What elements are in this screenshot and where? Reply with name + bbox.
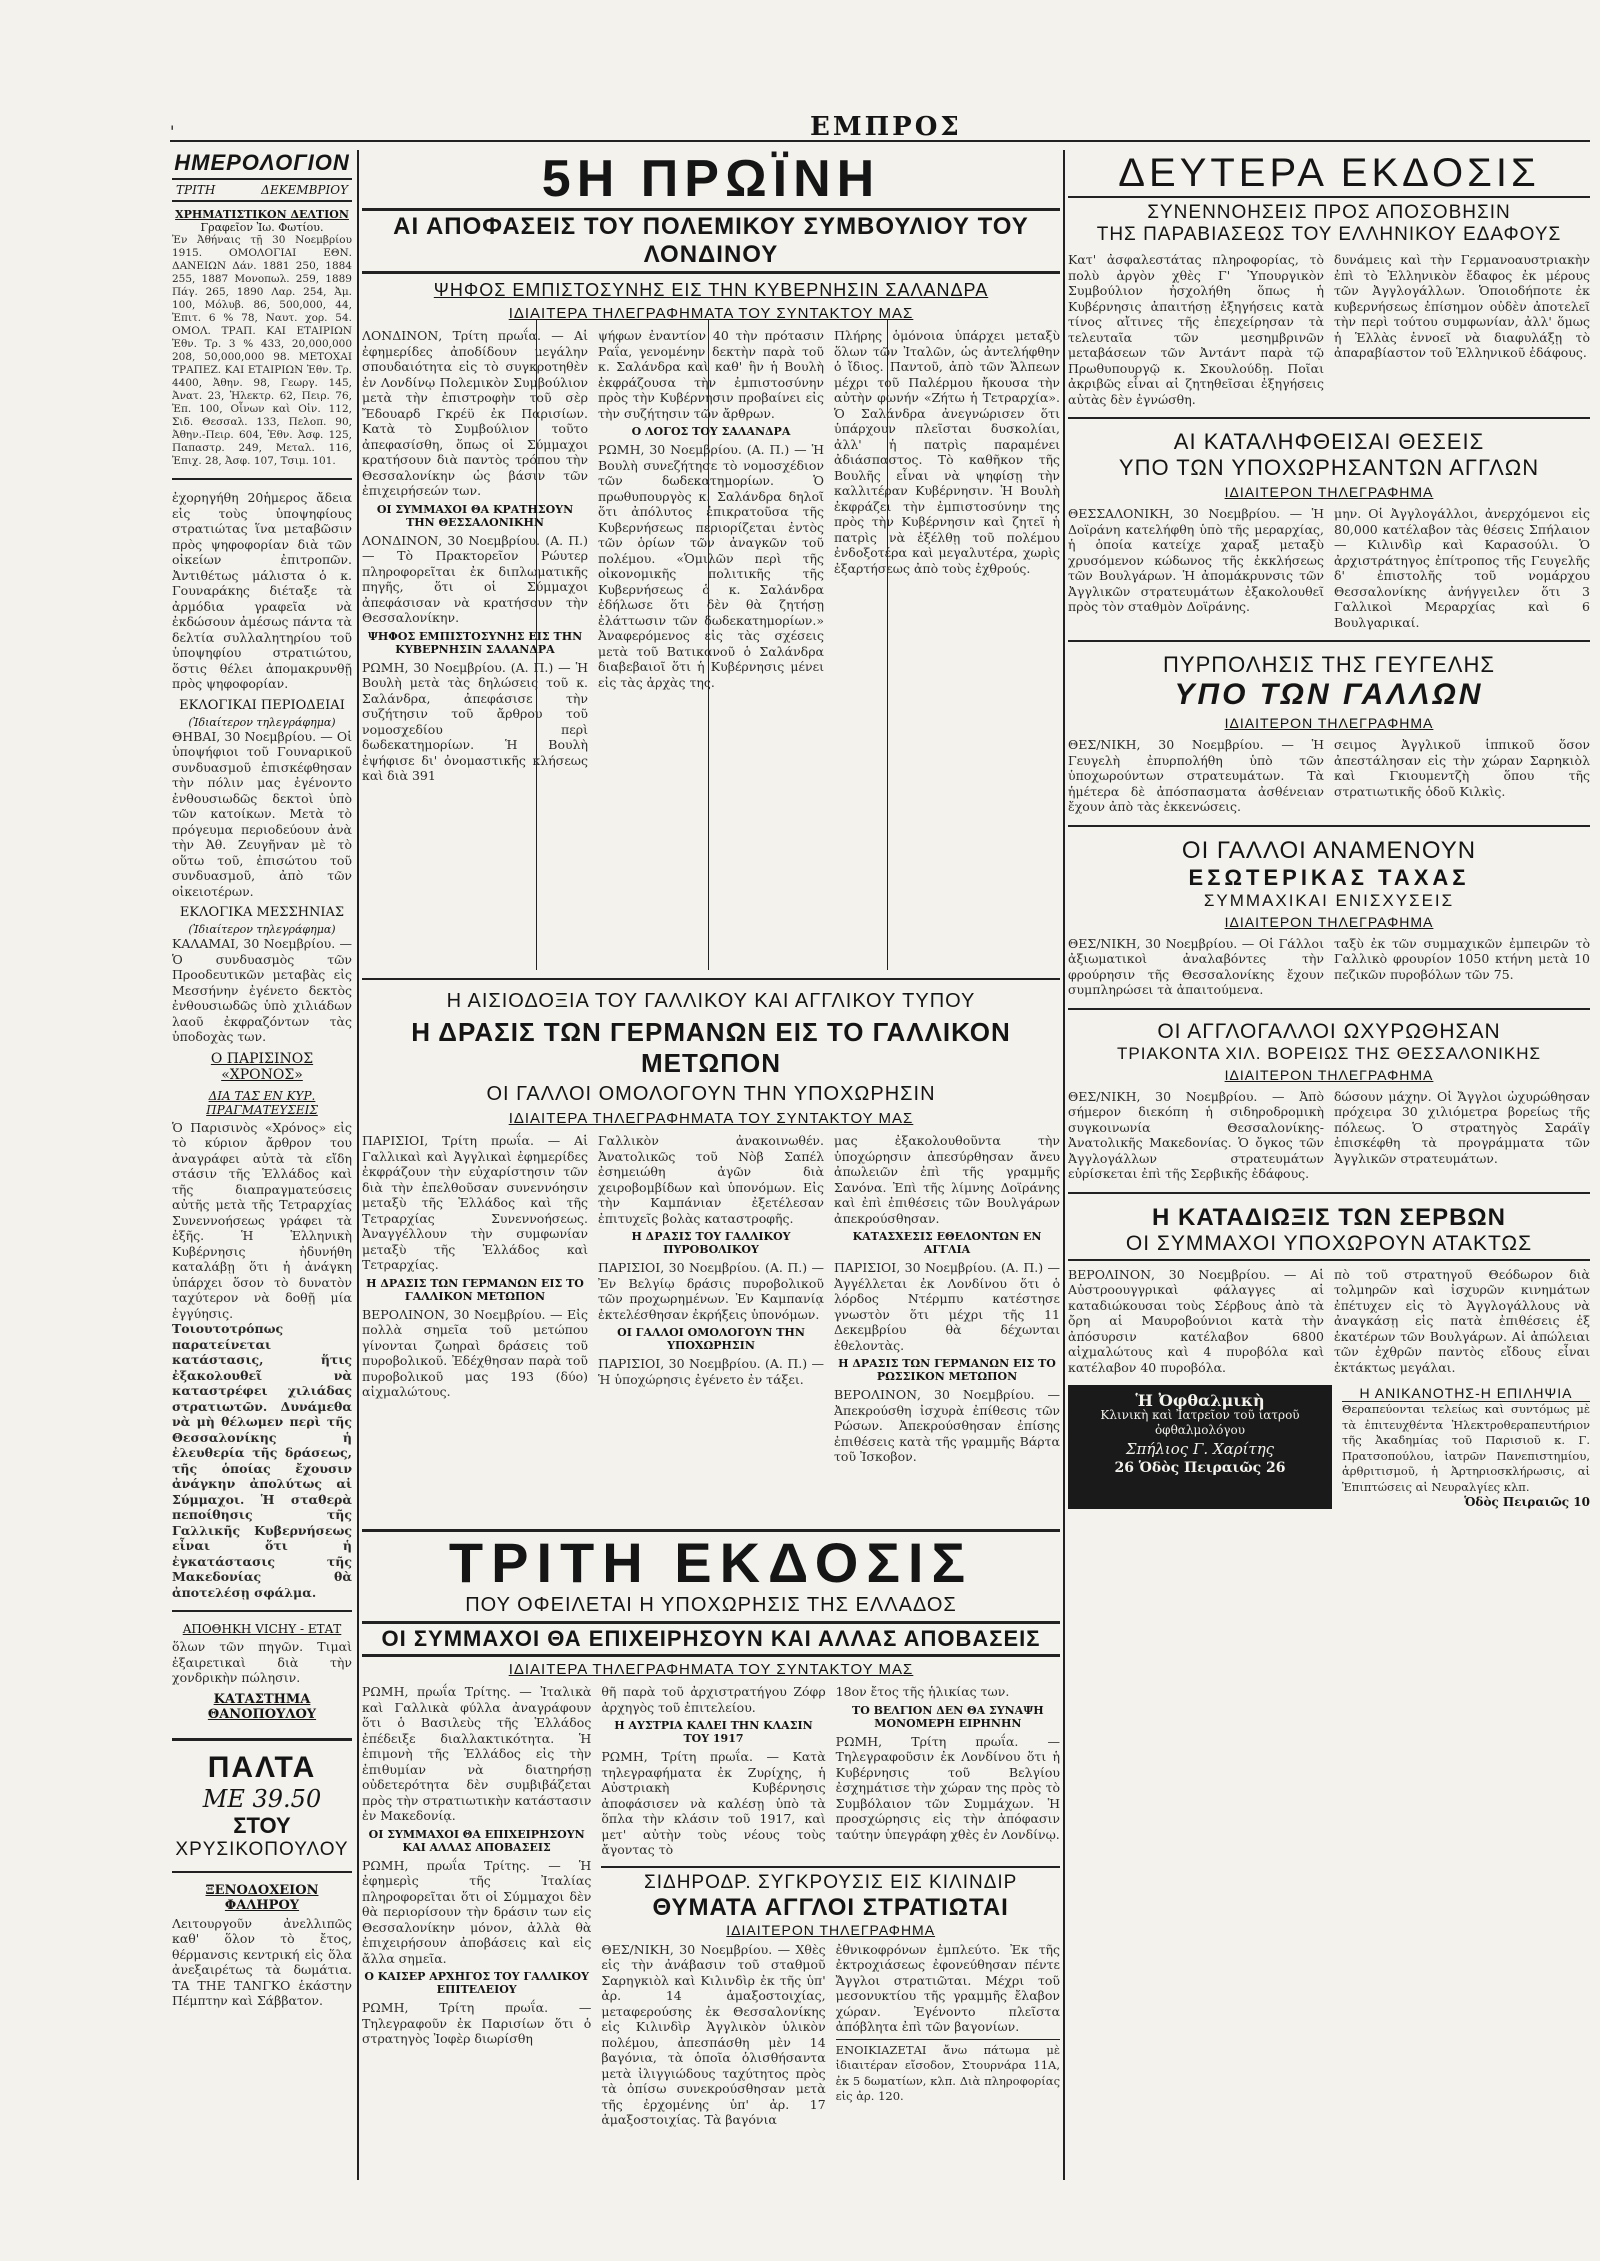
eye-clinic-doctor: Σπήλιος Γ. Χαρίτης	[1125, 1440, 1275, 1458]
telegram-label-1: ΙΔΙΑΙΤΕΡΟΝ ΤΗΛΕΓΡΑΦΗΜΑ	[1224, 484, 1434, 500]
messinia-subtitle: (Ἰδιαίτερον τηλεγράφημα)	[188, 923, 336, 936]
castelnau-text: ΡΩΜΗ, Τρίτη πρωΐα. — Τηλεγραφοῦν ἐκ Παρισίων ὅτι ὁ στρατηγὸς Ἰοφὲρ διωρίσθη	[362, 2000, 592, 2046]
eye-clinic-ad	[1068, 1385, 1332, 1509]
messinia-title: ΕΚΛΟΓΙΚΑ ΜΕΣΣΗΝΙΑΣ	[179, 905, 345, 920]
coat-ad-price: ΜΕ 39.50	[202, 1784, 322, 1813]
press-optimism-headline: Η ΑΙΣΙΟΔΟΞΙΑ ΤΟΥ ΓΑΛΛΙΚΟΥ ΚΑΙ ΑΓΓΛΙΚΟΥ ΤΥΠΟΥ	[446, 990, 976, 1012]
by-the-french-headline: ΥΠΟ ΤΩΝ ΓΑΛΛΩΝ	[1174, 678, 1484, 711]
french-retreat-headline: ΟΙ ΓΑΛΛΟΙ ΟΜΟΛΟΓΟΥΝ ΤΗΝ ΥΠΟΧΩΡΗΣΙΝ	[486, 1083, 936, 1105]
consultations-columns	[1068, 252, 1590, 407]
collision-text-2: ἐθνικοφρόνων ἐμπλεύτο. Ἐκ τῆς ἐκτροχιάσεως ἐφονεύθησαν πέντε Ἄγγλοι στρατιῶται. Μέχρι τοῦ μεσονυκτίου τῆς γραμμῆς ἔλαβον χώραν. Ἐγένοντο πλεῖστα ἀπόβλητα ἐπὶ τῶν βαγονίων.	[835, 1941, 1060, 2034]
times-title: Ο ΠΑΡΙΣΙΝΟΣ «ΧΡΟΝΟΣ»	[210, 1050, 314, 1083]
allies-retreat-headline: ΟΙ ΣΥΜΜΑΧΟΙ ΥΠΟΧΩΡΟΥΝ ΑΤΑΚΤΩΣ	[1068, 1232, 1590, 1261]
elections-title: ΕΚΛΟΓΙΚΑΙ ΠΕΡΙΟΔΕΙΑΙ	[179, 697, 345, 713]
impotence-ad	[1342, 1385, 1590, 1509]
allied-landings-headline: ΟΙ ΣΥΜΜΑΧΟΙ ΘΑ ΕΠΙΧΕΙΡΗΣΟΥΝ ΚΑΙ ΑΛΛΑΣ ΑΠΟΒΑΣΕΙΣ	[362, 1621, 1060, 1657]
coat-ad-store: ΧΡΥΣΙΚΟΠΟΥΛΟΥ	[175, 1838, 349, 1860]
third-edition-columns	[362, 1684, 1060, 2128]
consultations-text: Κατ' ἀσφαλεστάτας πληροφορίας, τὸ πολὺ ἀργὸν χθὲς Γ' Ὑπουργικὸν Συμβούλιον ἠσχολήθη ὅπως ἡ Κυβέρνησις ἀπαιτήσῃ ἐξηγήσεις κατὰ τίνος αἴτινες τῆς ἐπεχείρησαν τὰ τελευταῖα τῶν μεσημβρινῶν μεταβάσεων τῶν Ἀντάντ παρὰ τῷ Πρωθυπουργῷ κ. Σκουλούδῃ. Ποῖαι ἀκριβῶς εἶναι αἱ ζητηθεῖσαι ἐξηγήσεις αὐτὰς δὲν ἐγνώσθη.	[1068, 252, 1324, 407]
reinforcements-text-2: ταξὺ ἐκ τῶν συμμαχικῶν ἐμπειρῶν τὸ Γαλλικὸ φρουρίον 1050 κτήνη μετὰ 10 πεζικῶν πυροβόλων τῶν 75.	[1334, 935, 1590, 982]
telegram-label-collision: ΙΔΙΑΙΤΕΡΟΝ ΤΗΛΕΓΡΑΦΗΜΑ	[726, 1921, 936, 1938]
chief-of-staff-text: θῆ παρὰ τοῦ ἀρχιστρατήγου Ζόφρ ἀρχηγὸς τοῦ ἐπιτελείου.	[601, 1684, 826, 1715]
messinia-text: ΚΑΛΑΜΑΙ, 30 Νοεμβρίου. — Ὁ συνδυασμὸς τῶν Προοδευτικῶν μεταβὰς εἰς Μεσσήνην ἐγένετο δεκτὸς ἐνθουσιωδῶς ὑπὸ χιλιάδων λαοῦ ἐκφραζόντων τὰς ὑποδοχὰς των.	[172, 936, 352, 1044]
french-communique: Γαλλικὸν ἀνακοινωθέν. Ἀνατολικῶς τοῦ Νὸβ Σαπέλ ἐσημειώθη ἀγῶν διὰ χειροβομβίδων καὶ ὑπονόμων. Εἰς τὴν Καμπάνιαν ἐξετέλεσαν ἐπιτυχεῖς βολὰς καταστροφῆς.	[598, 1133, 824, 1226]
berlin-dispatch: ΒΕΡΟΛΙΝΟΝ, 30 Νοεμβρίου. — Εἰς πολλὰ σημεῖα τοῦ μετώπου γίνονται ζωηραὶ δράσεις τοῦ πυροβολικοῦ. Ἐδέχθησαν παρὰ τοῦ πυροβολικοῦ μας 193 (δύο) αἰχμαλώτους.	[362, 1306, 588, 1399]
divider	[172, 1610, 352, 1612]
column-rule	[1063, 150, 1065, 2180]
telegrams-label: ΙΔΙΑΙΤΕΡΑ ΤΗΛΕΓΡΑΦΗΜΑΤΑ ΤΟΥ ΣΥΝΤΑΚΤΟΥ ΜΑΣ	[508, 305, 914, 322]
coat-ad	[172, 1738, 352, 1861]
positions-text-2: μην. Οἱ Ἀγγλογάλλοι, ἀνερχόμενοι εἰς 80,000 κατέλαβον τὰς θέσεις Σπήλαιον — Κιλινδὶρ καὶ Καρασούλι. Ὁ ἀρχιστράτηγος ἐπίτροπος τῆς Γευγελῆς δ' ἐπιστολῆς τοῦ νομάρχου Θεσσαλονίκης ἀνήγγειλεν ὅτι 3 Γαλλικοὶ Μεραρχίας καὶ 6 Βουλγαρικαί.	[1334, 506, 1590, 630]
front-col-2	[598, 1133, 824, 1523]
reinforcements-text: ΘΕΣ/ΝΙΚΗ, 30 Νοεμβρίου. — Οἱ Γάλλοι ἀξιωματικοὶ ἀναλαβόντες τὴν φρούρησιν τῆς Θεσσαλονίκης ἔχουν συμπληρώσει τὰ ἀπαιτούμενα.	[1068, 935, 1324, 997]
morning-edition-banner: 5Η ΠΡΩΪΝΗ	[541, 150, 881, 208]
violation-headline: ΤΗΣ ΠΑΡΑΒΙΑΣΕΩΣ ΤΟΥ ΕΛΛΗΝΙΚΟΥ ΕΔΑΦΟΥΣ	[1096, 224, 1562, 245]
retreat-subhead: ΟΙ ΓΑΛΛΟΙ ΟΜΟΛΟΓΟΥΝ ΤΗΝ ΥΠΟΧΩΡΗΣΙΝ	[617, 1326, 805, 1352]
divider	[172, 1871, 352, 1873]
calendar-title: ΗΜΕΡΟΛΟΓΙΟΝ	[172, 150, 352, 180]
fortified-text: ΘΕΣ/ΝΙΚΗ, 30 Νοεμβρίου. — Ἀπὸ σήμερον διεκόπη ἡ σιδηροδρομικὴ συγκοινωνία Θεσσαλονίκης-Ἀνατολικῆς Μακεδονίας. Ὁ ὄγκος τῶν Ἀγγλογάλλων στρατευμάτων εὑρίσκεται ἐπὶ τῆς Σερβικῆς ἐδάφους.	[1068, 1088, 1324, 1181]
salandra-col-3	[834, 328, 1060, 968]
divider	[1068, 1008, 1590, 1010]
telegram-label-2: ΙΔΙΑΙΤΕΡΟΝ ΤΗΛΕΓΡΑΦΗΜΑ	[1224, 715, 1434, 731]
russian-front-text: ΒΕΡΟΛΙΝΟΝ, 30 Νοεμβρίου. — Ἀπεκρούσθη ἰσχυρὰ ἐπίθεσις τῶν Ρώσων. Ἀπεκρούσθησαν ἐπίσης ἐπιθέσεις κατὰ τῆς γραμμῆς Βάρτα τοῦ Ἰσκοβον.	[834, 1387, 1060, 1464]
captured-positions-headline: ΑΙ ΚΑΤΑΛΗΦΘΕΙΣΑΙ ΘΕΣΕΙΣ	[1173, 429, 1485, 454]
bourse-title: ΧΡΗΜΑΤΙΣΤΙΚΟΝ ΔΕΛΤΙΟΝ	[175, 208, 349, 221]
greece-retreat-headline: ΠΟΥ ΟΦΕΙΛΕΤΑΙ Η ΥΠΟΧΩΡΗΣΙΣ ΤΗΣ ΕΛΛΑΔΟΣ	[465, 1594, 957, 1616]
keep-salonica-subhead: ΟΙ ΣΥΜΜΑΧΟΙ ΘΑ ΚΡΑΤΗΣΟΥΝ ΤΗΝ ΘΕΣΣΑΛΟΝΙΚΗΝ	[376, 502, 574, 529]
front-columns	[362, 1133, 1060, 1523]
positions-columns	[1068, 506, 1590, 630]
hotel-title: ΞΕΝΟΔΟΧΕΙΟΝ ΦΑΛΗΡΟΥ	[205, 1882, 319, 1913]
bourse-office: Γραφεῖον Ἰω. Φωτίου.	[200, 221, 324, 234]
fortified-columns	[1068, 1089, 1590, 1182]
divider	[1068, 417, 1590, 419]
retreating-british-headline: ΥΠΟ ΤΩΝ ΥΠΟΧΩΡΗΣΑΝΤΩΝ ΑΓΓΛΩΝ	[1118, 455, 1540, 480]
serbs-text-2: πὸ τοῦ στρατηγοῦ Θεόδωρον διὰ τολμηρῶν καὶ ἰσχυρῶν κινημάτων ἐπέτυχεν εἰς τὸ Ἀγγλογάλλους νὰ ἀναγκάσῃ εἰς πατὰ ἐπιθέσεις ἐξ ἑκατέρων τῶν Βουλγάρων. Αἱ ἀπώλειαι τῶν ἐχθρῶν παντὸς εἴδους εἶναι ἐκτάκτως μεγάλαι.	[1334, 1266, 1590, 1375]
vote-continued: ψήφων ἐναντίον 40 τὴν πρότασιν Ραΐα, γενομένην δεκτὴν παρὰ τοῦ κ. Σαλάνδρα καὶ καθ' ἣν ἡ Βουλὴ ἐκφράζουσα τὴν ἐμπιστοσύνην πρὸς τὴν Κυβέρνησιν προβαίνει εἰς τὴν συζήτησιν τῶν ἄρθρων.	[598, 328, 824, 421]
paris-dispatch: ΠΑΡΙΣΙΟΙ, Τρίτη πρωΐα. — Αἱ Γαλλικαὶ καὶ Ἀγγλικαὶ ἐφημερίδες ἐκφράζουν τὴν εὐχαρίστησιν τῶν διὰ τὴν ἐπελθοῦσαν συνεννόησιν μεταξὺ τῆς Ἑλλάδος καὶ τῆς Τετραρχίας Συνεννοήσεως. Ἀναγγέλλουν τὴν συμφωνίαν μεταξὺ τῆς Ἑλλάδος καὶ Τετραρχίας.	[362, 1133, 588, 1272]
impotence-ad-text: Θεραπεύονται τελείως καὶ συντόμως μὲ τὰ ἐπιτευχθέντα Ἠλεκτροθεραπευτήριον τῆς Ἀκαδημίας τοῦ Παρισιοῦ κ. Γ. Πρατσοπούλου, ἰατρῶν Πανεπιστημίου, ἀρθριτισμοῦ, ἡ Ἀρτηριοσκλήρωσις, αἱ Ἐπιπτώσεις αἱ Νευραλγίες κλπ.	[1342, 1402, 1590, 1494]
french-await-headline: ΟΙ ΓΑΛΛΟΙ ΑΝΑΜΕΝΟΥΝ	[1181, 836, 1477, 864]
collision-text: ΘΕΣ/ΝΙΚΗ, 30 Νοεμβρίου. — Χθὲς εἰς τὴν ἀνάβασιν τοῦ σταθμοῦ Σαρηγκιὸλ καὶ Κιλινδὶρ ἐκ τῆς ὑπ' ἀρ. 14 ἁμαξοστοιχίας, μεταφερούσης ἐκ Θεσσαλονίκης εἰς Κιλινδὶρ Ἀγγλικὸν ὑλικὸν πολέμου, ἀπεσπάσθη μὲν 14 βαγόνια, τὰ ὁποῖα ὁλισθήσαντα μετὰ ἰλιγγιώδους ταχύτητος πρὸς τὰ ὀπίσω συνεκρούσθησαν μετὰ τῆς ἐρχομένης ὑπ' ἀρ. 17 ἁμαξοστοιχίας. Τὰ βαγόνια	[601, 1941, 826, 2127]
gevgelija-columns	[1068, 737, 1590, 815]
reinforcements-columns	[1068, 936, 1590, 998]
serbs-text: ΒΕΡΟΛΙΝΟΝ, 30 Νοεμβρίου. — Αἱ Αὐστροουγγρικαὶ φάλαγγες αἱ καταδιώκουσαι τοὺς Σέρβους ἀπὸ τὰ ὄρη αἱ Μαυροβούνιοι κατὰ τὴν ἀπόσυρσιν κατέλαβον 6800 αἰχμαλώτους καὶ 4 πυροβόλα καὶ κατέλαβον 40 πυροβόλα.	[1068, 1266, 1324, 1375]
divider	[362, 978, 1060, 980]
times-subtitle: ΔΙΑ ΤΑΣ ΕΝ ΚΥΡ. ΠΡΑΓΜΑΤΕΥΣΕΙΣ	[206, 1088, 318, 1117]
divider	[1068, 640, 1590, 642]
calendar-date-row	[172, 180, 352, 202]
volunteers-text: ΠΑΡΙΣΙΟΙ, 30 Νοεμβρίου. (Α. Π.) — Ἀγγέλλεται ἐκ Λονδίνου ὅτι ὁ λόρδος Ντέρμπυ κατέστησε γνωστὸν ὅτι μέχρι τῆς 11 Δεκεμβρίου θὰ δέχωνται ἐθελοντὰς.	[834, 1260, 1060, 1353]
thirty-km-headline: ΤΡΙΑΚΟΝΤΑ ΧΙΛ. ΒΟΡΕΙΩΣ ΤΗΣ ΘΕΣΣΑΛΟΝΙΚΗΣ	[1117, 1043, 1541, 1063]
london-dispatch-2: ΛΟΝΔΙΝΟΝ, 30 Νοεμβρίου. (Α. Π.) — Τὸ Πρακτορεῖον Ρώυτερ πληροφορεῖται ἐκ διπλωματικῆς πηγῆς, ὅτι οἱ Σύμμαχοι ἀπεφάσισαν νὰ κρατήσουν τὴν Θεσσαλονίκην.	[362, 532, 588, 625]
rome-italy-dispatch: ΡΩΜΗ, πρωΐα Τρίτης. — Ἰταλικὰ καὶ Γαλλικὰ φύλλα ἀναγράφουν ὅτι ὁ Βασιλεὺς τῆς Ἑλλάδος ἐπέδειξε διαλλακτικότητα. Ἡ ἐπιμονὴ τῆς Ἑλλάδος εἰς τὴν ἐπιθυμίαν νὰ διατηρήσῃ οὐδετερότητα δὲν συμβιβάζεται πρὸς τὴν στρατιωτικὴν κατάστασιν ἐν Μακεδονίᾳ.	[362, 1684, 592, 1823]
third-col-2	[601, 1684, 1060, 2128]
paris-dispatch-2: ΠΑΡΙΣΙΟΙ, 30 Νοεμβρίου. (Α. Π.) — Ἐν Βελγίῳ δράσις πυροβολικοῦ τῶν προχωρημένων. Ἐν Καμπανίᾳ ἐκτελέσθησαν ἐκρήξεις ὑπονόμων.	[598, 1260, 824, 1322]
rome-dispatch: ΡΩΜΗ, 30 Νοεμβρίου. (Α. Π.) — Ἡ Βουλὴ μετὰ τὰς δηλώσεις τοῦ κ. Σαλάνδρα, ἀπεφάσισε τὴν συζήτησιν τοῦ ἄρθρου τοῦ νομοσχεδίου περὶ δωδεκατημορίων. Ἡ Βουλὴ ἐψήφισε δι' ὀνομαστικῆς κλήσεως καὶ διὰ 391	[362, 659, 588, 783]
collision-col-2	[836, 1942, 1060, 2128]
salandra-speech-subhead: Ο ΛΟΓΟΣ ΤΟΥ ΣΑΛΑΝΔΡΑ	[631, 425, 791, 438]
austria-subhead: Η ΑΥΣΤΡΙΑ ΚΑΛΕΙ ΤΗΝ ΚΛΑΣΙΝ ΤΟΥ 1917	[614, 1719, 813, 1745]
london-dispatch: ΛΟΝΔΙΝΟΝ, Τρίτη πρωΐα. — Αἱ ἐφημερίδες ἀποδίδουν μεγάλην σπουδαιότητα εἰς τὸ συγκροτηθὲν ἐν Λονδίνῳ Πολεμικὸν Συμβούλιον μετὰ τὴν ἐπιστροφὴν τοῦ σὲρ Ἔδουαρδ Γκρέϋ ἐκ Παρισίων. Κατὰ τὸ Συμβούλιον τοῦτο ἀπεφασίσθη, ὅπως οἱ Σύμμαχοι κρατήσουν διὰ παντὸς τρόπου τὴν Θεσσαλονίκην ὡς βάσιν τῶν ἐπιχειρήσεών των.	[362, 328, 588, 498]
front-col-1	[362, 1133, 588, 1523]
newspaper-name: ΕΜΠΡΟΣ	[810, 112, 962, 142]
right-column	[1068, 150, 1590, 2180]
ads-row	[1068, 1385, 1590, 1509]
divider	[172, 478, 352, 480]
article-soldiers: ἐχορηγήθη 20ἡμερος ἄδεια εἰς τοὺς ὑποψηφίους στρατιώτας ἵνα μεταβῶσιν πρὸς ψηφοφορίαν διὰ τῶν οἰκείων ἐπιτροπῶν. Ἀντιθέτως μάλιστα ὁ κ. Γουναράκης διέταξε τὰ ἀρμόδια γραφεῖα νὰ ἐκδώσουν ἀμέσως πάντα τὰ δελτία συλλαλητηρίου τοῦ ὑποψηφίου στρατιώτου, ὅστις θέλει ἀπομακρυνθῇ πρὸς ψηφοφορίαν.	[172, 490, 352, 691]
divider	[1068, 1192, 1590, 1194]
fortified-headline: ΟΙ ΑΓΓΛΟΓΑΛΛΟΙ ΩΧΥΡΩΘΗΣΑΝ	[1157, 1019, 1501, 1043]
allied-reinforcements-headline: ΣΥΜΜΑΧΙΚΑΙ ΕΝΙΣΧΥΣΕΙΣ	[1203, 890, 1455, 910]
middle-column	[362, 150, 1060, 2180]
landings-subhead: ΟΙ ΣΥΜΜΑΧΟΙ ΘΑ ΕΠΙΧΕΙΡΗΣΟΥΝ ΚΑΙ ΑΛΛΑΣ ΑΠΟΒΑΣΕΙΣ	[368, 1827, 585, 1854]
hotel-text: Λειτουργοῦν ἀνελλιπῶς καθ' ὅλον τὸ ἔτος, θέρμανσις κεντρική εἰς ὅλα ἀνεξαιρέτως τὰ δωμάτια. ΤΑ ΤΗΕ ΤΑΝΓΚΟ ἑκάστην Πέμπτην καὶ Σάββατον.	[172, 1915, 352, 2008]
british-victims-headline: ΘΥΜΑΤΑ ΑΓΓΛΟΙ ΣΤΡΑΤΙΩΤΑΙ	[652, 1893, 1009, 1921]
volunteers-subhead: ΚΑΤΑΣΧΕΣΙΣ ΕΘΕΛΟΝΤΩΝ ΕΝ ΑΓΓΛΙΑ	[852, 1230, 1042, 1256]
gevgelija-text-2: σειμος Ἀγγλικοῦ ἱππικοῦ ὅσον ἀπεστάλησαν εἰς τὴν χώραν Σαρηκιὸλ καὶ Γκιουμεντζὴ ὅπου τῆς στρατιωτικῆς ὁδοῦ Κιλκὶς.	[1334, 737, 1590, 799]
impotence-ad-title: Η ΑΝΙΚΑΝΟΤΗΣ-Η ΕΠΙΛΗΨΙΑ	[1342, 1385, 1590, 1402]
landings-text: ΡΩΜΗ, πρωΐα Τρίτης. — Ἡ ἐφημερὶς τῆς Ἰταλίας πληροφορεῖται ὅτι οἱ Σύμμαχοι δὲν θὰ περιορίσουν τὴν δράσιν των εἰς Θεσσαλονίκην μόνον, ἀλλὰ θὰ ἐπιχειρήσουν ἀποβάσεις καὶ εἰς ἄλλα σημεῖα.	[362, 1857, 592, 1966]
bourse-text: Ἐν Ἀθήναις τῇ 30 Νοεμβρίου 1915. ΟΜΟΛΟΓΙΑΙ ΕΘΝ. ΔΑΝΕΙΩΝ Δάν. 1881 250, 1884 255, 1887 Μονοπωλ. 259, 1889 Πάγ. 265, 1890 Λαρ. 254, Ἀμ. 100, Μόλυβ. 86, 500,000, 44, Ἐπιτ. 6 % 78, Ναυτ. χορ. 54. ΟΜΟΛ. ΤΡΑΠ. ΚΑΙ ΕΤΑΙΡΙΩΝ Ἐθν. Τρ. 3 % 433, 20,000,000 208, 50,000,000 98. ΜΕΤΟΧΑΙ ΤΡΑΠΕΖ. ΚΑΙ ΕΤΑΙΡΙΩΝ Ἐθν. Τρ. 4400, Ἀθην. 98, Γεωργ. 145, Ἀνατ. 23, Ἠλεκτρ. 62, Πειρ. 76, Ἐπ. 100, Οἶνων καὶ Οἰν. 112, Σιδ. Θεσσαλ. 133, Πελοπ. 90, Ἀθην.-Πειρ. 604, Ἐθν. Ἀσφ. 125, Παπαστρ. 249, Μεταλ. 116, Ἐπιχ. 28, Ἀσφ. 107, Τσιμ. 101.	[172, 234, 352, 467]
masthead	[170, 112, 1590, 142]
austria-text: ΡΩΜΗ, Τρίτη πρωΐα. — Κατὰ τηλεγραφήματα ἐκ Ζυρίχης, ἡ Αὐστριακὴ Κυβέρνησις ἀποφάσισεν νὰ καλέσῃ ὑπὸ τὰ ὅπλα τὴν κλάσιν τοῦ 1917, καὶ μετ' αὐτὴν τοὺς νέους τοὺς ἄγοντας τὸ	[601, 1749, 826, 1857]
german-action-headline: Η ΔΡΑΣΙΣ ΤΩΝ ΓΕΡΜΑΝΩΝ ΕΙΣ ΤΟ ΓΑΛΛΙΚΟΝ ΜΕΤΩΠΟΝ	[411, 1017, 1011, 1078]
masthead-corner: '	[170, 122, 175, 141]
salandra-col-2	[598, 328, 824, 968]
fortified-text-2: δώσουν μάχην. Οἱ Ἄγγλοι ὠχυρώθησαν πρόχειρα 30 χιλιόμετρα βορείως τῆς πόλεως. Ὁ στρατηγὸς Σαράϊγ ἐπισκέφθη τὰ προγράμματα τῶν Ἀγγλικῶν στρατευμάτων.	[1334, 1088, 1590, 1166]
elections-subtitle: (Ἰδιαίτερον τηλεγράφημα)	[188, 715, 336, 729]
salandra-columns	[362, 328, 1060, 968]
second-edition-banner: ΔΕΥΤΕΡΑ ΕΚΔΟΣΙΣ	[1068, 150, 1590, 198]
doiran-text: μας ἐξακολουθοῦντα τὴν ὑποχώρησιν ἀπεσύρθησαν ἄνευ ἀπωλειῶν ἐπὶ τῆς γραμμῆς Σανόνα. Ἐπὶ τῆς λίμνης Δοϊράνης καὶ ἐπὶ ἐπιθέσεις τῶν Βουλγάρων ἀπεκρούσθησαν.	[834, 1133, 1060, 1226]
serbs-columns	[1068, 1267, 1590, 1376]
telegram-label-3: ΙΔΙΑΙΤΕΡΟΝ ΤΗΛΕΓΡΑΦΗΜΑ	[1224, 913, 1434, 930]
vichy-text: ὅλων τῶν πηγῶν. Τιμαὶ ἐξαιρετικαὶ διὰ τὴν χονδρικὴν πώλησιν.	[172, 1639, 352, 1685]
belgium-subhead: ΤΟ ΒΕΛΓΙΟΝ ΔΕΝ ΘΑ ΣΥΝΑΨΗ ΜΟΝΟΜΕΡΗ ΕΙΡΗΝΗΝ	[852, 1703, 1044, 1730]
third-col-1	[362, 1684, 591, 2128]
german-front-subhead: Η ΔΡΑΣΙΣ ΤΩΝ ΓΕΡΜΑΝΩΝ ΕΙΣ ΤΟ ΓΑΛΛΙΚΟΝ ΜΕΤΩΠΟΝ	[366, 1276, 584, 1303]
salandra-headline: ΨΗΦΟΣ ΕΜΠΙΣΤΟΣΥΝΗΣ ΕΙΣ ΤΗΝ ΚΥΒΕΡΝΗΣΙΝ ΣΑΛΑΝΔΡΑ	[433, 280, 989, 300]
rent-notice: ΕΝΟΙΚΙΑΖΕΤΑΙ ἄνω πάτωμα μὲ ἰδιαιτέραν εἴσοδον, Στουρνάρα 11Α, ἐκ 5 δωματίων, κλπ. Διὰ πληροφορίας εἰς ἀρ. 120.	[836, 2039, 1060, 2105]
left-column	[172, 150, 352, 2180]
divider	[1068, 825, 1590, 827]
impotence-ad-address: Ὁδὸς Πειραιῶς 10	[1464, 1495, 1590, 1509]
telegram-label-4: ΙΔΙΑΙΤΕΡΟΝ ΤΗΛΕΓΡΑΦΗΜΑ	[1224, 1066, 1434, 1083]
london-council-headline: ΑΙ ΑΠΟΦΑΣΕΙΣ ΤΟΥ ΠΟΛΕΜΙΚΟΥ ΣΥΜΒΟΥΛΙΟΥ ΤΟΥ ΛΟΝΔΙΝΟΥ	[362, 208, 1060, 274]
calendar-day: ΤΡΙΤΗ	[176, 183, 216, 197]
coat-ad-word: ΠΑΛΤΑ	[207, 1750, 317, 1784]
times-text-2: Τοιουτοτρόπως παρατείνεται κατάστασις, ἥτις ἐξακολουθεῖ νὰ καταστρέφει χιλιάδας στρατιωτῶν. Δυνάμεθα νὰ μὴ θέλωμεν περὶ τῆς Θεσσαλονίκης ἡ ἐλευθερία τῆς δράσεως, τῆς ὁποίας ἔχουσιν ἀνάγκην ἀπολύτως αἱ Σύμμαχοι. Ἡ σταθερὰ πεποίθησις τῆς Γαλλικῆς Κυβερνήσεως εἶναι ὅτι ἡ ἐγκατάστασις τῆς Μακεδονίας θὰ ἀποτελέσῃ σφάλμα.	[172, 1321, 352, 1600]
calendar-month: ΔΕΚΕΜΒΡΙΟΥ	[261, 183, 348, 197]
times-text: Ὁ Παρισινὸς «Χρόνος» εἰς τὸ κύριον ἄρθρον του ἀναγράφει αὐτὰ τὰ εἴδη στάσιν τῆς Ἑλλάδος καὶ τῆς διαπραγματεύσεις αὐτῆς μετὰ τῆς Τετραρχίας Συνεννοήσεως γράφει τὰ ἐξῆς. Ἡ Ἑλληνικὴ Κυβέρνησις ἠδυνήθη καταλάβῃ ὅτι ἡ ἀνάγκη ὑπάρχει ὅσον τὸ δυνατὸν ταχύτερον νὰ δοθῇ μία ἐγγύησις.	[172, 1119, 352, 1321]
eye-clinic-text: Κλινικὴ καὶ Ἰατρεῖον τοῦ ἰατροῦ ὀφθαλμολόγου	[1100, 1408, 1300, 1437]
french-artillery-subhead: Η ΔΡΑΣΙΣ ΤΟΥ ΓΑΛΛΙΚΟΥ ΠΥΡΟΒΟΛΙΚΟΥ	[631, 1230, 791, 1256]
coat-ad-at: ΣΤΟΥ	[233, 1812, 291, 1838]
collision-columns	[601, 1942, 1060, 2128]
elections-text: ΘΗΒΑΙ, 30 Νοεμβρίου. — Οἱ ὑποψήφιοι τοῦ Γουναρικοῦ συνδυασμοῦ ἐπισκέφθησαν τὴν πόλιν μας ἐγένοντο ἐνθουσιωδῶς δεκτοὶ ὑπὸ τῶν κατοίκων. Μετὰ τὸ πρόγευμα περιοδεύουν ἀνὰ τὴν Ἀθ. Ζευγῆναν μὲ τὸ οὕτω τοῦ, ἐπισώτου τοῦ συνδυασμοῦ, ἀπὸ τῶν οἰκειοτέρων.	[172, 728, 352, 899]
internal-orders-headline: ΕΣΩΤΕΡΙΚΑΣ ΤΑΧΑΣ	[1188, 864, 1470, 890]
age-text: 18ον ἔτος τῆς ἡλικίας των.	[835, 1684, 1010, 1699]
castelnau-subhead: Ο ΚΑΙΣΕΡ ΑΡΧΗΓΟΣ ΤΟΥ ΓΑΛΛΙΚΟΥ ΕΠΙΤΕΛΕΙΟΥ	[364, 1970, 589, 1996]
telegrams-label-2: ΙΔΙΑΙΤΕΡΑ ΤΗΛΕΓΡΑΦΗΜΑΤΑ ΤΟΥ ΣΥΝΤΑΚΤΟΥ ΜΑΣ	[508, 1110, 914, 1127]
gevgelija-headline: ΠΥΡΠΟΛΗΣΙΣ ΤΗΣ ΓΕΥΓΕΛΗΣ	[1163, 652, 1495, 677]
consultations-text-2: δυνάμεις καὶ τὴν Γερμανοαυστριακὴν ἐπὶ τὸ Ἑλληνικὸν ἔδαφος ἐκ μέρους τῶν Ἀγγλογάλλων. Ὁποιοδήποτε ἐκ κυβερνήσεως ἐπίσημον οὐδὲν ἀποτελεῖ τὴν περὶ τούτου συμφωνίαν, ἀλλ' ὅμως ἡ Ἑλλὰς ἐννοεῖ νὰ διαφυλάξῃ τὸ ἀπαραβίαστον τοῦ Ἑλληνικοῦ ἐδάφους.	[1334, 252, 1590, 360]
belgium-text: ΡΩΜΗ, Τρίτη πρωΐα. — Τηλεγραφοῦσιν ἐκ Λονδίνου ὅτι ἡ Κυβέρνησις τοῦ Βελγίου ἐσχημάτισε τὴν χώραν της πρὸς τὸ Συμβόλαιον τῶν Συμμάχων. Ἡ προσχώρησις εἰς τὴν ἀπόφασιν ταύτην ὑπεγράφη χθὲς ἐν Λονδίνῳ.	[835, 1733, 1060, 1842]
telegrams-label-3: ΙΔΙΑΙΤΕΡΑ ΤΗΛΕΓΡΑΦΗΜΑΤΑ ΤΟΥ ΣΥΝΤΑΚΤΟΥ ΜΑΣ	[508, 1661, 914, 1678]
belgium-col	[836, 1684, 1060, 1858]
third-col-2-top	[601, 1684, 1060, 1858]
vichy-title: ΑΠΟΘΗΚΗ VICHY - ΕΤΑΤ	[182, 1622, 342, 1636]
positions-text: ΘΕΣΣΑΛΟΝΙΚΗ, 30 Νοεμβρίου. — Ἡ Δοϊράνη κατελήφθη ὑπὸ τῆς μεραρχίας, ἡ ὁποία κατείχε χαραξ μεταξὺ χρυσόμενον κώδωνος τῆς ἐκκλήσεως τῶν Βουλγάρων. Ἡ ἀπομάκρυνσις τῶν Ἀγγλικῶν στρατευμάτων ἐξακολουθεῖ πρὸς τὸν σταθμὸν Δοϊράνης.	[1068, 506, 1324, 614]
italy-unity: Πλήρης ὁμόνοια ὑπάρχει μεταξὺ ὅλων τῶν Ἰταλῶν, ὡς ἀντελήφθην ὁ ἴδιος. Παντοῦ, ἀπὸ τῶν Ἄλπεων μέχρι τοῦ Παλέρμου ἤκουσα τὴν αὐτὴν φωνήν «Ζήτω ἡ Τετραρχία». Ὁ Σαλάνδρα ἀνεγνώρισεν ὅτι ὑπάρχουν πλεῖσται δυσκολίαι, ἀλλ' ἡ πατρὶς παραμένει ἀδιάσπαστος. Τὸ καθῆκον τῆς Βουλῆς εἶναι νὰ ψηφίσῃ τὴν καλλιτέραν Κυβέρνησιν. Ἡ Βουλὴ ἐκφράζει τὴν ἐμπιστοσύνην της πρὸς τὴν Κυβέρνησιν καὶ ζητεῖ ἡ πατρὶς νὰ ἐξέλθῃ τοῦ πολέμου ἐνδοξοτέρα καὶ μεγαλυτέρα, χωρὶς ἐξαρτήσεως ἀπὸ τοὺς ἐχθρούς.	[834, 328, 1060, 576]
vichy-store: ΚΑΤΑΣΤΗΜΑ ΘΑΝΟΠΟΥΛΟΥ	[207, 1691, 317, 1722]
russian-front-subhead: Η ΔΡΑΣΙΣ ΤΩΝ ΓΕΡΜΑΝΩΝ ΕΙΣ ΤΟ ΡΩΣΣΙΚΟΝ ΜΕΤΩΠΟΝ	[838, 1357, 1056, 1383]
column-rule	[357, 150, 359, 2180]
salandra-col-1	[362, 328, 588, 968]
railway-collision-headline: ΣΙΔΗΡΟΔΡ. ΣΥΓΚΡΟΥΣΙΣ ΕΙΣ ΚΙΛΙΝΔΙΡ	[601, 1866, 1060, 1894]
consultations-headline: ΣΥΝΕΝΝΟΗΣΕΙΣ ΠΡΟΣ ΑΠΟΣΟΒΗΣΙΝ	[1147, 202, 1511, 223]
salandra-speech: ΡΩΜΗ, 30 Νοεμβρίου. (Α. Π.) — Ἡ Βουλὴ συνεζήτησε τὸ νομοσχέδιον τῶν δωδεκατημορίων. Ὁ πρωθυπουργὸς κ. Σαλάνδρα δηλοῖ ὅτι ἀπόλυτος ἐπικρατοῦσα τῆς Κυβερνήσεως περιορίζεται ἐντὸς τῶν ὁρίων τῶν ἀναγκῶν τοῦ πολέμου. «Ὁμιλῶν περὶ τῆς οἰκονομικῆς πολιτικῆς τῆς Κυβερνήσεως ὁ κ. Σαλάνδρα ἐδήλωσε ὅτι δὲν θὰ ζητήσῃ ἐλάττωσιν τῶν δωδεκατημορίων.» Ἀναφερόμενος εἰς τὰς σχέσεις μετὰ τοῦ Βατικανοῦ ὁ Σαλάνδρα διαβεβαιοῖ ὅτι ἡ Κυβέρνησις μένει εἰς τὰς ἀρχὰς της.	[598, 442, 824, 690]
eye-clinic-title: Ἡ Ὀφθαλμικὴ	[1135, 1391, 1265, 1410]
eye-clinic-address: 26 Ὁδὸς Πειραιῶς 26	[1114, 1460, 1286, 1476]
confidence-subhead: ΨΗΦΟΣ ΕΜΠΙΣΤΟΣΥΝΗΣ ΕΙΣ ΤΗΝ ΚΥΒΕΡΝΗΣΙΝ ΣΑΛΑΝΔΡΑ	[367, 629, 583, 656]
paris-dispatch-3: ΠΑΡΙΣΙΟΙ, 30 Νοεμβρίου. (Α. Π.) — Ἡ ὑποχώρησις ἐγένετο ἐν τάξει.	[598, 1356, 824, 1387]
third-edition-banner: ΤΡΙΤΗ ΕΚΔΟΣΙΣ	[362, 1529, 1060, 1594]
front-col-3	[834, 1133, 1060, 1523]
austria-col	[601, 1684, 825, 1858]
gevgelija-text: ΘΕΣ/ΝΙΚΗ, 30 Νοεμβρίου. — Ἡ Γευγελὴ ἐπυρπολήθη ὑπὸ τῶν ὑποχωρούντων στρατευμάτων. Τὰ ἡμέτερα δὲ ἀπόσπασματα ἀσθένειαν ἔχουν ἀπὸ τὰς ἐκκενώσεις.	[1068, 737, 1324, 814]
serbs-pursuit-headline: Η ΚΑΤΑΔΙΩΞΙΣ ΤΩΝ ΣΕΡΒΩΝ	[1151, 1203, 1507, 1231]
